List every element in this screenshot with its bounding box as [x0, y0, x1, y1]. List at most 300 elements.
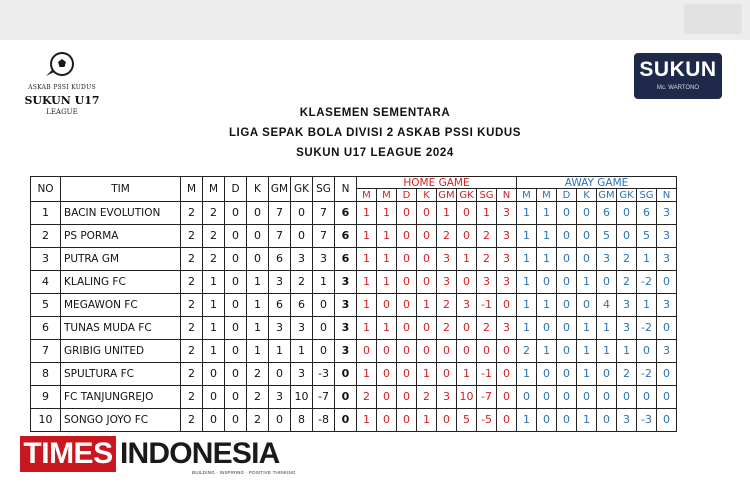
row-home-cell: 0: [377, 386, 397, 409]
header-away-col: SG: [637, 189, 657, 202]
row-home-cell: 0: [357, 340, 377, 363]
row-team-name: MEGAWON FC: [61, 294, 181, 317]
row-total-cell: 1: [291, 340, 313, 363]
header-total-n: N: [335, 177, 357, 202]
row-home-cell: 0: [397, 294, 417, 317]
row-away-cell: 1: [577, 317, 597, 340]
row-home-cell: 0: [397, 386, 417, 409]
row-home-cell: 0: [397, 340, 417, 363]
row-home-cell: 1: [357, 317, 377, 340]
table-row: [31, 248, 677, 271]
row-team-name: TUNAS MUDA FC: [61, 317, 181, 340]
row-away-cell: 1: [577, 271, 597, 294]
row-team-name: PS PORMA: [61, 225, 181, 248]
row-away-cell: 5: [597, 225, 617, 248]
row-home-cell: 0: [437, 340, 457, 363]
row-home-cell: 3: [497, 225, 517, 248]
league-sub: LEAGUE: [46, 108, 78, 116]
row-no: 9: [31, 386, 61, 409]
row-home-cell: 0: [377, 294, 397, 317]
standings-table: [30, 176, 677, 432]
row-away-cell: 1: [517, 202, 537, 225]
row-home-cell: 1: [377, 248, 397, 271]
header-home-col: K: [417, 189, 437, 202]
header-away-col: K: [577, 189, 597, 202]
row-home-cell: 0: [397, 317, 417, 340]
row-away-cell: 0: [577, 294, 597, 317]
row-home-cell: -7: [477, 386, 497, 409]
row-total-cell: 3: [269, 271, 291, 294]
row-no: 2: [31, 225, 61, 248]
row-home-cell: 0: [417, 225, 437, 248]
row-total-cell: 1: [247, 340, 269, 363]
row-home-cell: 2: [437, 225, 457, 248]
row-away-cell: 3: [657, 248, 677, 271]
row-away-cell: 0: [537, 363, 557, 386]
header-total-m2: M: [203, 177, 225, 202]
title-line-2: LIGA SEPAK BOLA DIVISI 2 ASKAB PSSI KUDUS: [228, 127, 522, 139]
row-team-name: SPULTURA FC: [61, 363, 181, 386]
row-home-cell: 0: [437, 363, 457, 386]
row-home-cell: 1: [377, 225, 397, 248]
row-home-cell: 0: [497, 409, 517, 432]
row-total-cell: 1: [247, 294, 269, 317]
row-total-cell: 6: [335, 248, 357, 271]
row-home-cell: 2: [437, 294, 457, 317]
header-home-col: SG: [477, 189, 497, 202]
row-home-cell: 3: [497, 248, 517, 271]
row-total-cell: 2: [203, 225, 225, 248]
row-away-cell: 0: [657, 317, 677, 340]
title-line-1: KLASEMEN SEMENTARA: [299, 107, 451, 119]
row-away-cell: 0: [537, 386, 557, 409]
row-away-cell: 0: [577, 386, 597, 409]
row-total-cell: 0: [225, 317, 247, 340]
row-away-cell: -3: [637, 409, 657, 432]
row-total-cell: 2: [247, 409, 269, 432]
row-total-cell: 0: [335, 363, 357, 386]
league-name: SUKUN U17: [24, 94, 100, 107]
table-row: [31, 386, 677, 409]
row-total-cell: 0: [225, 225, 247, 248]
row-total-cell: 2: [181, 294, 203, 317]
row-home-cell: 2: [437, 317, 457, 340]
row-total-cell: 1: [247, 317, 269, 340]
row-total-cell: 3: [269, 386, 291, 409]
row-home-cell: -1: [477, 294, 497, 317]
table-row: [31, 294, 677, 317]
row-home-cell: 1: [357, 271, 377, 294]
row-away-cell: 1: [537, 202, 557, 225]
row-away-cell: 0: [657, 363, 677, 386]
football-icon: [40, 50, 76, 84]
row-away-cell: 0: [557, 248, 577, 271]
row-away-cell: 0: [557, 202, 577, 225]
row-home-cell: 1: [457, 363, 477, 386]
row-home-cell: 1: [477, 202, 497, 225]
row-total-cell: 0: [203, 363, 225, 386]
row-total-cell: 0: [291, 202, 313, 225]
row-home-cell: 0: [497, 363, 517, 386]
row-total-cell: 0: [225, 248, 247, 271]
row-away-cell: 3: [617, 409, 637, 432]
row-total-cell: 2: [291, 271, 313, 294]
header-total-gk: GK: [291, 177, 313, 202]
row-no: 5: [31, 294, 61, 317]
row-home-cell: 0: [417, 248, 437, 271]
row-away-cell: 2: [517, 340, 537, 363]
row-team-name: PUTRA GM: [61, 248, 181, 271]
table-row: [31, 363, 677, 386]
row-total-cell: 10: [291, 386, 313, 409]
row-total-cell: 0: [225, 409, 247, 432]
row-total-cell: 7: [313, 225, 335, 248]
row-home-cell: 3: [477, 271, 497, 294]
row-away-cell: 0: [517, 386, 537, 409]
row-total-cell: 3: [313, 248, 335, 271]
row-away-cell: 2: [617, 248, 637, 271]
row-away-cell: 0: [657, 386, 677, 409]
row-total-cell: 7: [269, 202, 291, 225]
row-home-cell: 1: [357, 409, 377, 432]
row-home-cell: 0: [397, 225, 417, 248]
row-total-cell: 0: [247, 202, 269, 225]
header-total-k: K: [247, 177, 269, 202]
row-away-cell: 1: [637, 248, 657, 271]
row-total-cell: 2: [181, 363, 203, 386]
header-home-col: D: [397, 189, 417, 202]
row-away-cell: 0: [537, 317, 557, 340]
row-away-cell: 1: [577, 363, 597, 386]
row-no: 4: [31, 271, 61, 294]
row-home-cell: 1: [417, 409, 437, 432]
row-away-cell: 1: [637, 294, 657, 317]
header-away-col: M: [537, 189, 557, 202]
row-home-cell: 0: [417, 317, 437, 340]
row-home-cell: 0: [437, 409, 457, 432]
row-home-cell: 1: [417, 363, 437, 386]
row-total-cell: 2: [181, 202, 203, 225]
row-home-cell: 2: [357, 386, 377, 409]
row-no: 7: [31, 340, 61, 363]
row-total-cell: 2: [247, 363, 269, 386]
row-home-cell: 1: [377, 271, 397, 294]
row-home-cell: 1: [377, 317, 397, 340]
row-home-cell: 3: [437, 248, 457, 271]
header-away-col: D: [557, 189, 577, 202]
row-total-cell: 1: [203, 271, 225, 294]
row-away-cell: 0: [597, 363, 617, 386]
header-home-col: GK: [457, 189, 477, 202]
row-home-cell: 0: [497, 386, 517, 409]
row-away-cell: 0: [597, 386, 617, 409]
row-total-cell: 1: [247, 271, 269, 294]
row-home-cell: -5: [477, 409, 497, 432]
row-total-cell: 1: [203, 317, 225, 340]
row-away-cell: 0: [617, 202, 637, 225]
row-total-cell: 3: [335, 340, 357, 363]
row-away-cell: 3: [617, 317, 637, 340]
row-away-cell: 0: [557, 225, 577, 248]
table-row: [31, 317, 677, 340]
row-home-cell: 0: [457, 225, 477, 248]
row-home-cell: 2: [417, 386, 437, 409]
row-away-cell: 0: [597, 409, 617, 432]
row-home-cell: 0: [397, 409, 417, 432]
row-home-cell: 3: [457, 294, 477, 317]
row-total-cell: 2: [247, 386, 269, 409]
row-away-cell: 0: [557, 317, 577, 340]
row-home-cell: 3: [437, 386, 457, 409]
row-away-cell: 1: [517, 317, 537, 340]
row-total-cell: -8: [313, 409, 335, 432]
row-team-name: GRIBIG UNITED: [61, 340, 181, 363]
row-away-cell: 0: [557, 294, 577, 317]
row-home-cell: 0: [497, 294, 517, 317]
row-home-cell: 0: [497, 340, 517, 363]
row-team-name: FC TANJUNGREJO: [61, 386, 181, 409]
row-total-cell: 6: [335, 225, 357, 248]
sponsor-name: SUKUN: [639, 58, 717, 81]
brand-times: TIMES: [20, 436, 116, 472]
row-home-cell: 1: [437, 202, 457, 225]
row-home-cell: 0: [417, 202, 437, 225]
row-total-cell: 3: [269, 317, 291, 340]
row-no: 1: [31, 202, 61, 225]
row-home-cell: 3: [497, 271, 517, 294]
header-away-col: N: [657, 189, 677, 202]
row-away-cell: 2: [617, 271, 637, 294]
row-away-cell: 3: [657, 225, 677, 248]
header-away-col: GM: [598, 189, 615, 201]
times-indonesia-logo: [20, 430, 295, 478]
row-away-cell: 1: [517, 294, 537, 317]
row-away-cell: 6: [637, 202, 657, 225]
row-away-cell: 0: [577, 248, 597, 271]
row-total-cell: 0: [291, 225, 313, 248]
row-total-cell: 2: [181, 317, 203, 340]
row-away-cell: 1: [517, 271, 537, 294]
row-total-cell: 3: [335, 294, 357, 317]
table-row: [31, 340, 677, 363]
row-home-cell: 2: [477, 248, 497, 271]
row-home-cell: 1: [357, 248, 377, 271]
row-away-cell: 1: [517, 363, 537, 386]
header-no: NO: [31, 177, 61, 202]
table-row: [31, 225, 677, 248]
row-away-cell: 1: [577, 409, 597, 432]
row-total-cell: 0: [225, 271, 247, 294]
header-tim: TIM: [61, 177, 181, 202]
row-total-cell: 0: [225, 340, 247, 363]
row-away-cell: 1: [597, 340, 617, 363]
header-home-game: HOME GAME: [357, 177, 517, 189]
row-away-cell: 1: [537, 248, 557, 271]
row-home-cell: 3: [437, 271, 457, 294]
row-total-cell: 0: [225, 363, 247, 386]
row-total-cell: 6: [269, 294, 291, 317]
brand-tagline: BUILDING · INSPIRING · POSITIVE THINKING: [192, 470, 296, 475]
sponsor-logo: [634, 53, 722, 99]
row-home-cell: 1: [357, 202, 377, 225]
row-total-cell: -7: [313, 386, 335, 409]
row-total-cell: 2: [203, 202, 225, 225]
row-team-name: KLALING FC: [61, 271, 181, 294]
row-home-cell: 1: [357, 225, 377, 248]
row-total-cell: 3: [291, 363, 313, 386]
row-home-cell: 2: [477, 225, 497, 248]
row-home-cell: 1: [457, 248, 477, 271]
row-away-cell: 0: [537, 271, 557, 294]
table-row: [31, 271, 677, 294]
row-home-cell: 0: [397, 248, 417, 271]
row-total-cell: 0: [269, 363, 291, 386]
row-total-cell: 2: [181, 340, 203, 363]
header-total-sg: SG: [313, 177, 335, 202]
sponsor-sub: Mc. WARTONO: [656, 85, 700, 91]
row-home-cell: -1: [477, 363, 497, 386]
row-home-cell: 0: [397, 202, 417, 225]
row-away-cell: 2: [617, 363, 637, 386]
row-away-cell: 3: [657, 202, 677, 225]
header-home-col: N: [497, 189, 517, 202]
row-away-cell: 0: [557, 363, 577, 386]
row-home-cell: 3: [497, 202, 517, 225]
row-total-cell: 0: [335, 386, 357, 409]
row-home-cell: 0: [457, 340, 477, 363]
row-home-cell: 1: [417, 294, 437, 317]
row-away-cell: 3: [597, 248, 617, 271]
row-away-cell: 0: [557, 271, 577, 294]
title-line-3: SUKUN U17 LEAGUE 2024: [296, 147, 454, 159]
header-home-col: M: [377, 189, 397, 202]
row-total-cell: 2: [181, 225, 203, 248]
row-total-cell: 0: [225, 202, 247, 225]
row-home-cell: 0: [457, 317, 477, 340]
row-total-cell: 3: [335, 271, 357, 294]
row-total-cell: 0: [225, 386, 247, 409]
row-away-cell: 1: [577, 340, 597, 363]
row-no: 8: [31, 363, 61, 386]
row-total-cell: 7: [269, 225, 291, 248]
row-no: 3: [31, 248, 61, 271]
row-total-cell: 2: [181, 386, 203, 409]
row-away-cell: 1: [537, 294, 557, 317]
row-home-cell: 0: [377, 409, 397, 432]
row-home-cell: 0: [477, 340, 497, 363]
row-total-cell: 6: [335, 202, 357, 225]
row-total-cell: 2: [181, 271, 203, 294]
page-title-block: [0, 103, 750, 163]
row-away-cell: 0: [597, 271, 617, 294]
row-away-cell: 0: [617, 386, 637, 409]
row-total-cell: 2: [181, 248, 203, 271]
row-away-cell: 0: [657, 409, 677, 432]
row-home-cell: 0: [397, 363, 417, 386]
table-row: [31, 202, 677, 225]
row-total-cell: 0: [203, 409, 225, 432]
header-away-col: GK: [617, 189, 637, 202]
row-total-cell: 0: [313, 317, 335, 340]
header-total-m: M: [181, 177, 203, 202]
row-away-cell: 3: [657, 294, 677, 317]
row-total-cell: 6: [291, 294, 313, 317]
row-home-cell: 1: [357, 294, 377, 317]
header-total-gm: GM: [269, 177, 291, 202]
row-away-cell: 0: [577, 225, 597, 248]
row-home-cell: 0: [377, 340, 397, 363]
row-away-cell: -2: [637, 363, 657, 386]
table-row: [31, 409, 677, 432]
row-home-cell: 0: [377, 363, 397, 386]
row-away-cell: 0: [557, 409, 577, 432]
row-away-cell: 1: [537, 340, 557, 363]
row-away-cell: 1: [517, 409, 537, 432]
brand-indonesia: INDONESIA: [120, 437, 280, 470]
row-team-name: SONGO JOYO FC: [61, 409, 181, 432]
row-total-cell: 3: [335, 317, 357, 340]
row-away-cell: 0: [617, 225, 637, 248]
row-total-cell: 3: [291, 317, 313, 340]
row-home-cell: 5: [457, 409, 477, 432]
row-total-cell: 8: [291, 409, 313, 432]
row-away-cell: 0: [657, 271, 677, 294]
row-away-cell: 1: [617, 340, 637, 363]
row-away-cell: 0: [577, 202, 597, 225]
row-away-cell: 5: [637, 225, 657, 248]
row-home-cell: 0: [417, 340, 437, 363]
row-away-cell: 1: [517, 225, 537, 248]
row-total-cell: 1: [203, 340, 225, 363]
row-total-cell: 1: [203, 294, 225, 317]
row-total-cell: 6: [269, 248, 291, 271]
blurred-logo: [684, 4, 742, 34]
row-away-cell: -2: [637, 317, 657, 340]
row-total-cell: 0: [313, 294, 335, 317]
row-away-cell: 3: [657, 340, 677, 363]
row-away-cell: 1: [537, 225, 557, 248]
row-total-cell: 3: [291, 248, 313, 271]
row-home-cell: 0: [417, 271, 437, 294]
row-home-cell: 0: [397, 271, 417, 294]
row-home-cell: 2: [477, 317, 497, 340]
row-total-cell: 0: [269, 409, 291, 432]
row-total-cell: 0: [247, 225, 269, 248]
header-home-col: M: [357, 189, 377, 202]
row-away-cell: -2: [637, 271, 657, 294]
row-home-cell: 1: [377, 202, 397, 225]
row-total-cell: 7: [313, 202, 335, 225]
row-away-cell: 0: [537, 409, 557, 432]
row-away-cell: 0: [637, 340, 657, 363]
row-away-cell: 6: [597, 202, 617, 225]
row-away-cell: 0: [637, 386, 657, 409]
row-away-cell: 4: [597, 294, 617, 317]
row-away-cell: 0: [557, 340, 577, 363]
row-total-cell: 0: [203, 386, 225, 409]
row-total-cell: 0: [247, 248, 269, 271]
header-total-d: D: [225, 177, 247, 202]
row-total-cell: 2: [203, 248, 225, 271]
row-total-cell: 0: [225, 294, 247, 317]
row-no: 6: [31, 317, 61, 340]
row-total-cell: 0: [313, 340, 335, 363]
top-bar: [0, 0, 750, 40]
row-total-cell: 0: [335, 409, 357, 432]
header-away-game: AWAY GAME: [517, 177, 677, 189]
association-label: ASKAB PSSI KUDUS: [28, 84, 96, 91]
row-home-cell: 0: [457, 271, 477, 294]
